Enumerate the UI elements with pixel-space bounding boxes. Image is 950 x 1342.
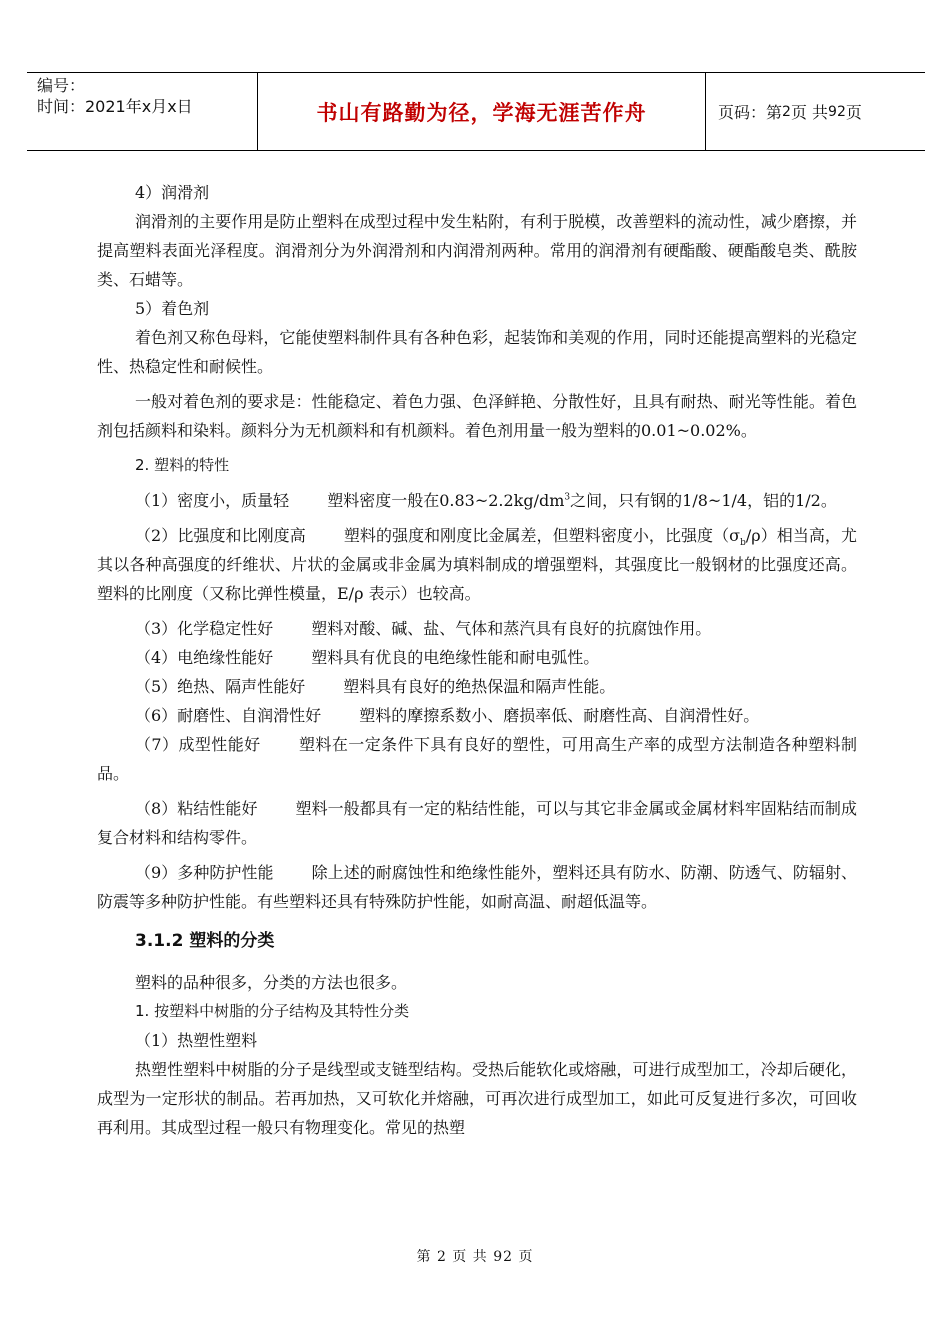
property-text: 之间，只有钢的1/8~1/4，铝的1/2。 — [570, 491, 837, 510]
paragraph: 一般对着色剂的要求是：性能稳定、着色力强、色泽鲜艳、分散性好，且具有耐热、耐光等性能。着色剂包括颜料和染料。颜料分为无机颜料和有机颜料。着色剂用量一般为塑料的0.01~0.02%。 — [97, 392, 857, 440]
document-body — [97, 178, 857, 1142]
property-item — [97, 858, 857, 916]
paragraph: 润滑剂的主要作用是防止塑料在成型过程中发生粘附，有利于脱模，改善塑料的流动性，减少磨擦，并提高塑料表面光泽程度。润滑剂分为外润滑剂和内润滑剂两种。常用的润滑剂有硬酯酸、硬酯酸皂类、酰胺类、石蜡等。 — [97, 212, 857, 289]
property-text: 塑料具有优良的电绝缘性能和耐电弧性。 — [311, 648, 600, 667]
subheading-thermoplastic: （1）热塑性塑料 — [135, 1031, 258, 1050]
page-footer: 第 2 页 共 92 页 — [416, 1249, 534, 1265]
page-header — [27, 72, 925, 151]
section-heading: 3.1.2 塑料的分类 — [135, 931, 275, 951]
page-prefix: 页码：第 — [718, 103, 783, 122]
property-text: 塑料一般都具有一定的粘结性能，可以与其它非金属或金属材料牢固粘结而制成复合材料和结构零件。 — [97, 799, 857, 847]
property-text: 塑料密度一般在0.83~2.2kg/dm — [327, 491, 565, 510]
property-item — [97, 614, 857, 643]
property-item — [97, 672, 857, 701]
header-meta — [27, 73, 257, 150]
paragraph: 热塑性塑料中树脂的分子是线型或支链型结构。受热后能软化或熔融，可进行成型加工，冷却后硬化，成型为一定形状的制品。若再加热，又可软化并熔融，可再次进行成型加工，如此可反复进行多次，可回收再利用。其成型过程一般只有物理变化。常见的热塑 — [97, 1060, 857, 1137]
page-num: 2 — [782, 103, 791, 120]
page-total: 92 — [828, 103, 846, 120]
property-title: （6）耐磨性、自润滑性好 — [135, 706, 322, 725]
heading-lubricant: 4）润滑剂 — [135, 183, 210, 202]
number-label: 编号： — [37, 76, 86, 95]
property-title: （1）密度小，质量轻 — [135, 491, 290, 510]
superscript: 3 — [564, 492, 571, 503]
property-item — [97, 643, 857, 672]
property-item — [97, 521, 857, 608]
property-text: 塑料在一定条件下具有良好的塑性，可用高生产率的成型方法制造各种塑料制品。 — [97, 735, 857, 783]
page-mid: 页 共 — [790, 103, 829, 122]
property-text: 塑料对酸、碱、盐、气体和蒸汽具有良好的抗腐蚀作用。 — [311, 619, 712, 638]
subscript: b — [740, 538, 746, 549]
property-title: （7）成型性能好 — [135, 735, 261, 754]
paragraph: 着色剂又称色母料，它能使塑料制件具有各种色彩，起装饰和美观的作用，同时还能提高塑料的光稳定性、热稳定性和耐候性。 — [97, 328, 857, 376]
header-page-info — [706, 73, 925, 150]
property-text: /ρ）相当高，尤其以各种高强度的纤维状、片状的金属或非金属为填料制成的增强塑料，其强度比一般钢材的比强度还高。塑料的比刚度（又称比弹性模量，E/ρ 表示）也较高。 — [97, 526, 857, 603]
property-text: 塑料的摩擦系数小、磨损率低、耐磨性高、自润滑性好。 — [359, 706, 760, 725]
property-title: （8）粘结性能好 — [135, 799, 258, 818]
page-suffix: 页 — [845, 103, 862, 122]
property-text: 除上述的耐腐蚀性和绝缘性能外，塑料还具有防水、防潮、防透气、防辐射、防震等多种防护性能。有些塑料还具有特殊防护性能，如耐高温、耐超低温等。 — [97, 863, 857, 911]
property-title: （3）化学稳定性好 — [135, 619, 274, 638]
property-item — [97, 730, 857, 788]
heading-plastic-properties: 2. 塑料的特性 — [135, 456, 230, 474]
property-title: （4）电绝缘性能好 — [135, 648, 274, 667]
property-title: （5）绝热、隔声性能好 — [135, 677, 306, 696]
time-label: 时间：2021年x月x日 — [37, 97, 193, 116]
property-title: （9）多种防护性能 — [135, 863, 274, 882]
property-title: （2）比强度和比刚度高 — [135, 526, 306, 545]
property-item — [97, 486, 857, 515]
subheading-classification: 1. 按塑料中树脂的分子结构及其特性分类 — [135, 1002, 410, 1020]
property-text: 塑料具有良好的绝热保温和隔声性能。 — [343, 677, 616, 696]
property-item — [97, 794, 857, 852]
property-item — [97, 701, 857, 730]
paragraph: 塑料的品种很多，分类的方法也很多。 — [135, 973, 408, 992]
heading-colorant: 5）着色剂 — [135, 299, 210, 318]
property-text: 塑料的强度和刚度比金属差，但塑料密度小，比强度（σ — [343, 526, 741, 545]
header-motto: 书山有路勤为径，学海无涯苦作舟 — [257, 73, 706, 150]
